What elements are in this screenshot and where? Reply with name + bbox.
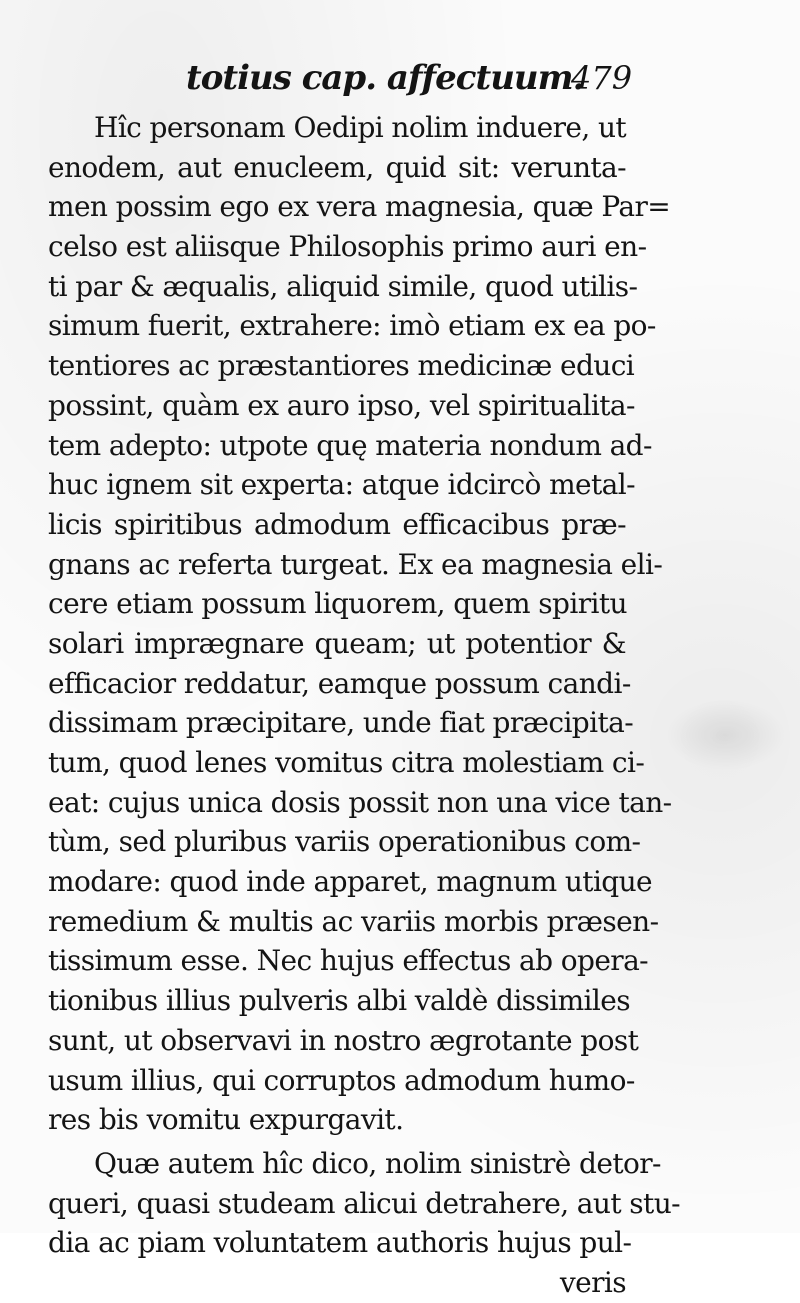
running-head: totius cap. affectuum. (186, 58, 584, 98)
text-line: Quæ autem hîc dico, nolim sinistrè detor- (94, 1146, 661, 1180)
paragraph-1 (48, 108, 672, 1140)
text-line: eat: cujus unica dosis possit non una vice tan- (48, 785, 672, 819)
text-line: sunt, ut observavi in nostro ægrotante post (48, 1023, 639, 1057)
text-line: tionibus illius pulveris albi valdè dissimiles (48, 984, 630, 1018)
text-line: simum fuerit, extrahere: imò etiam ex ea po- (48, 309, 656, 343)
text-line: huc ignem sit experta: atque idcircò metal- (48, 468, 635, 502)
text-line: res bis vomitu expurgavit. (48, 1103, 404, 1137)
text-line: tùm, sed pluribus variis operationibus com- (48, 825, 641, 859)
text-line: tum, quod lenes vomitus citra molestiam ci- (48, 746, 645, 779)
text-line: ti par & æqualis, aliquid simile, quod utilis- (48, 269, 638, 303)
text-line: queri, quasi studeam alicui detrahere, aut stu- (48, 1186, 680, 1220)
text-line: efficacior reddatur, eamque possum candi- (48, 666, 631, 700)
text-line: solari imprægnare queam; ut potentior & (48, 626, 626, 660)
text-line: remedium & multis ac variis morbis præsen- (48, 904, 659, 938)
text-line: tem adepto: utpote quę materia nondum ad- (48, 428, 652, 462)
text-line: tissimum esse. Nec hujus effectus ab opera- (48, 944, 649, 978)
text-line: Hîc personam Oedipi nolim induere, ut (94, 111, 627, 144)
page-number: 479 (571, 59, 633, 97)
text-line: men possim ego ex vera magnesia, quæ Par= (48, 190, 671, 224)
text-line: dia ac piam voluntatem authoris hujus pul- (48, 1226, 632, 1260)
page-header (186, 50, 656, 110)
text-line: gnans ac referta turgeat. Ex ea magnesia eli- (48, 547, 663, 581)
text-line: modare: quod inde apparet, magnum utique (48, 865, 653, 899)
catchword: veris (559, 1265, 626, 1299)
bleed-through-shadow (666, 700, 786, 770)
text-line: celso est aliisque Philosophis primo auri en- (48, 230, 647, 264)
body-text (48, 108, 680, 1303)
text-line: usum illius, qui corruptos admodum humo- (48, 1063, 635, 1097)
text-line: tentiores ac præstantiores medicinæ educi (48, 349, 635, 383)
text-line: possint, quàm ex auro ipso, vel spiritualita- (48, 388, 635, 422)
text-line: licis spiritibus admodum efficacibus præ- (48, 507, 626, 541)
text-line: cere etiam possum liquorem, quem spiritu (48, 587, 627, 621)
text-line: enodem, aut enucleem, quid sit: verunta- (48, 150, 626, 184)
text-line: dissimam præcipitare, unde fiat præcipita- (48, 706, 634, 740)
paragraph-2 (48, 1144, 680, 1263)
